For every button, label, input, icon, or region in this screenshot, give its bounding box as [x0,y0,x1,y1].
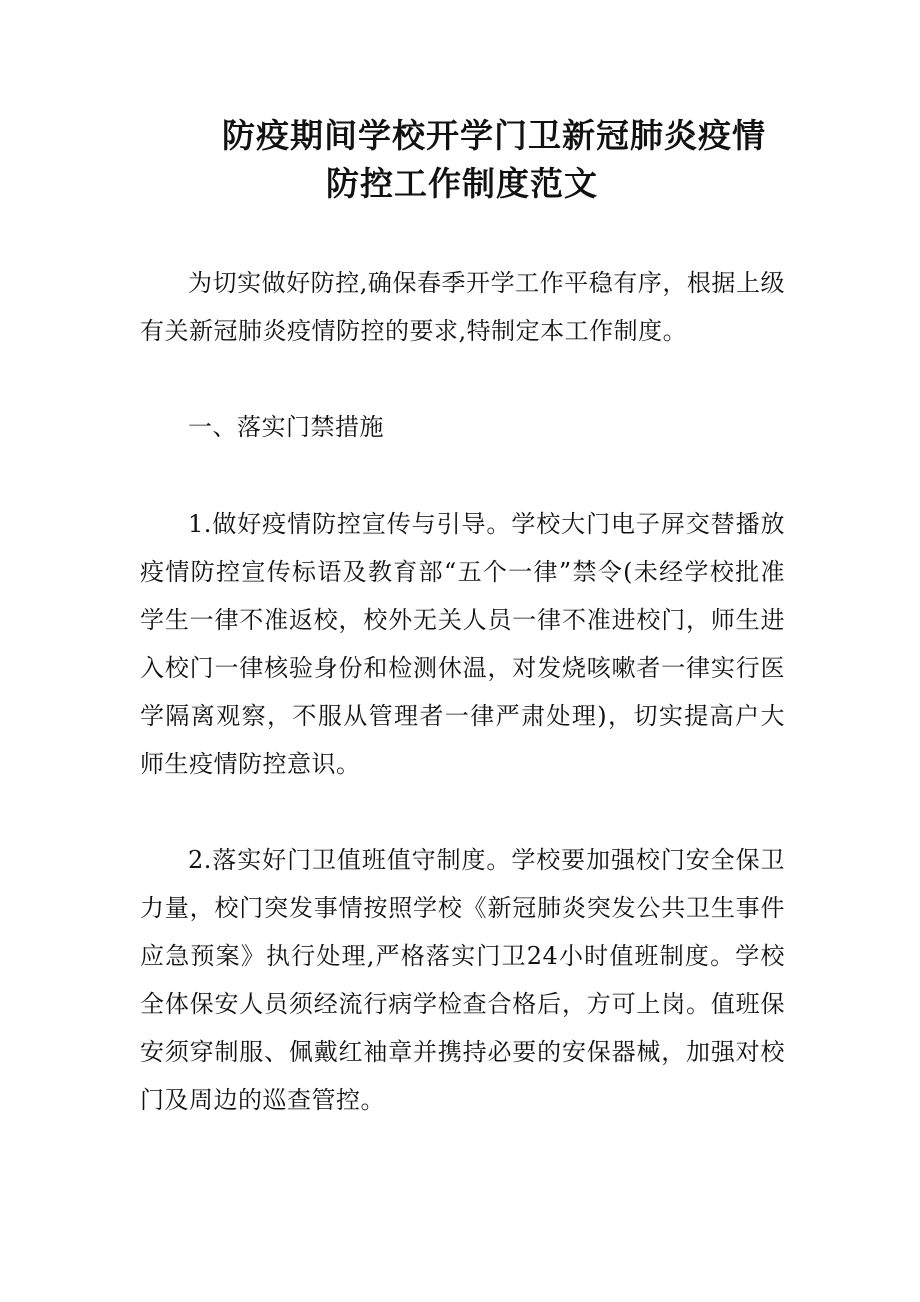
paragraph-2: 2.落实好门卫值班值守制度。学校要加强校门安全保卫力量，校门突发事情按照学校《新冠肺炎突发公共卫生事件应急预案》执行处理,严格落实门卫24小时值班制度。学校全体保安人员须经流行病学检查合格后，方可上岗。值班保安须穿制服、佩戴红袖章并携持必要的安保器械，加强对校门及周边的巡查管控。 [140,846,785,1114]
document-title [0,112,920,208]
section-heading: 一、落实门禁措施 [188,413,384,441]
paragraph-1: 1.做好疫情防控宣传与引导。学校大门电子屏交替播放疫情防控宣传标语及教育部“五个一律”禁令(未经学校批准学生一律不准返校，校外无关人员一律不准进校门，师生进入校门一律核验身份和检测休温，对发烧咳嗽者一律实行医学隔离观察，不服从管理者一律严肃处理)，切实提高户大师生疫情防控意识。 [140,510,785,778]
intro-paragraph: 为切实做好防控,确保春季开学工作平稳有序，根据上级有关新冠肺炎疫情防控的要求,特制定本工作制度。 [140,269,785,345]
title-line-2: 防控工作制度范文 [326,164,598,203]
title-line-1: 防疫期间学校开学门卫新冠肺炎疫情 [222,116,766,155]
